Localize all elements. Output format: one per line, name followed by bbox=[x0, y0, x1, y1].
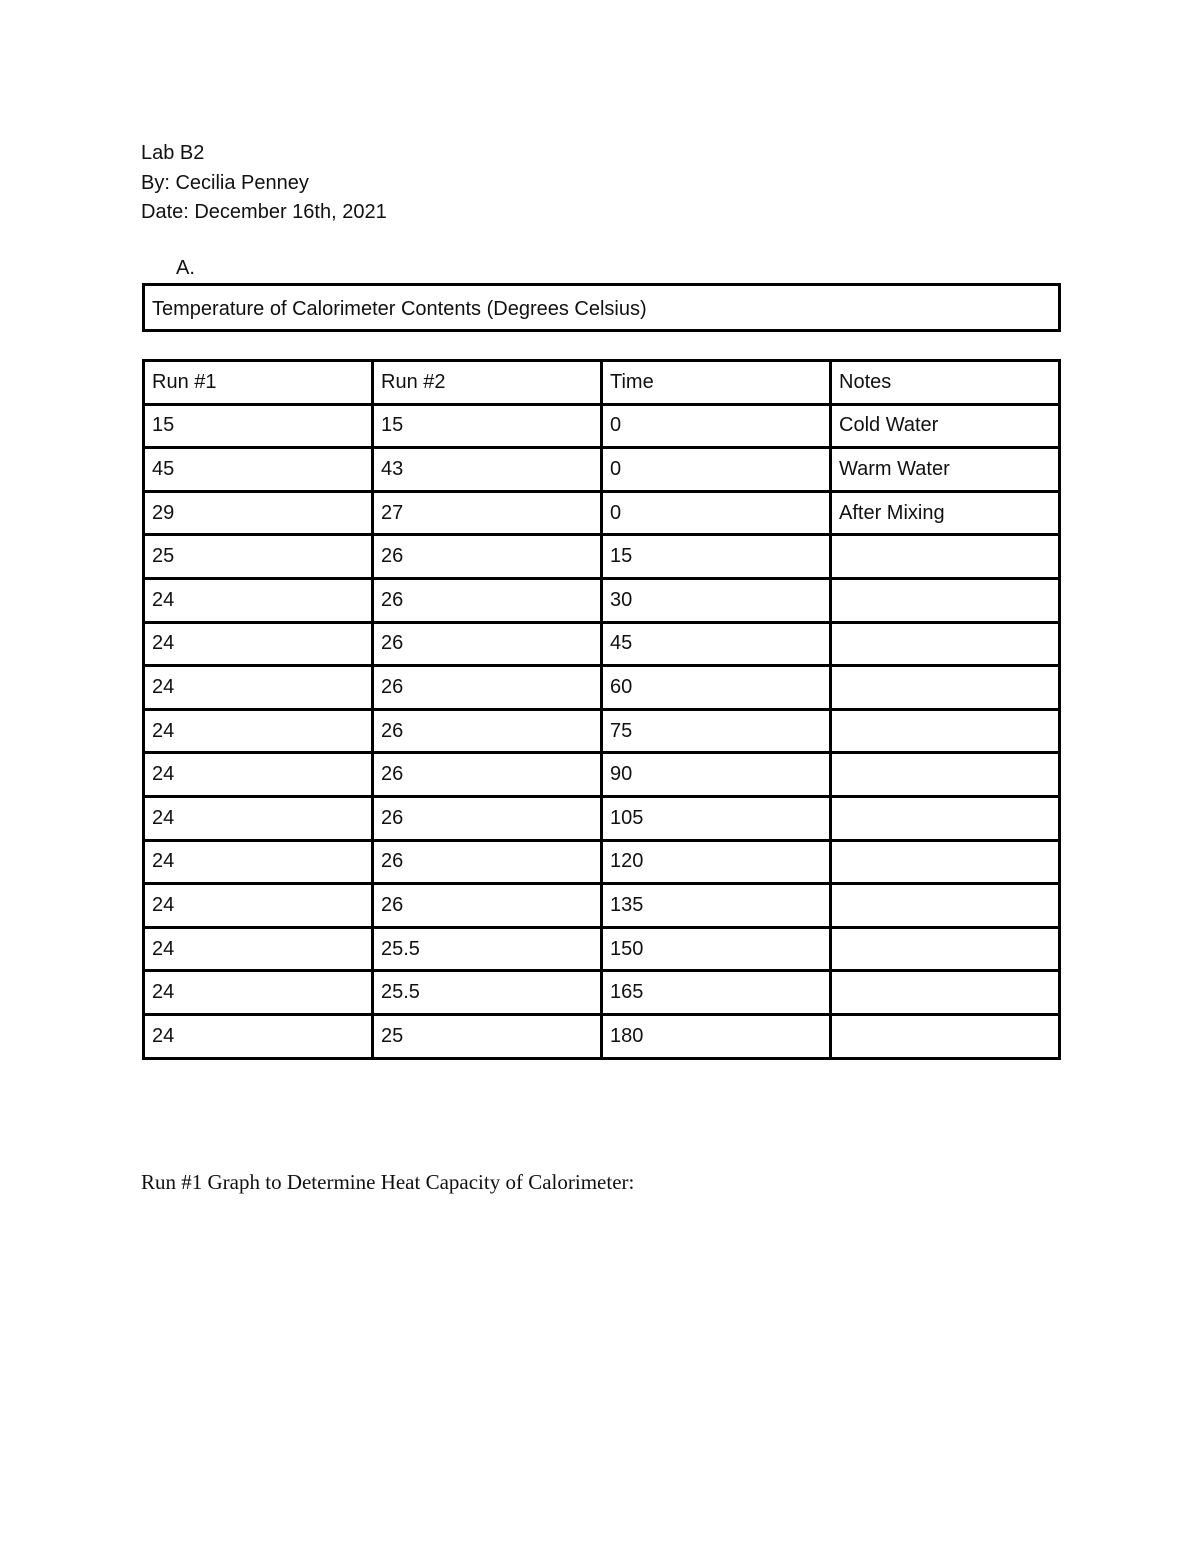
cell-notes bbox=[831, 884, 1060, 928]
cell-run-1: 24 bbox=[144, 709, 373, 753]
cell-time: 105 bbox=[602, 796, 831, 840]
cell-run-2: 25.5 bbox=[373, 927, 602, 971]
cell-run-1: 24 bbox=[144, 753, 373, 797]
cell-run-1: 29 bbox=[144, 491, 373, 535]
cell-run-2: 26 bbox=[373, 535, 602, 579]
cell-notes: After Mixing bbox=[831, 491, 1060, 535]
cell-run-1: 24 bbox=[144, 666, 373, 710]
cell-run-1: 24 bbox=[144, 840, 373, 884]
temperature-table bbox=[142, 359, 1061, 1060]
cell-time: 60 bbox=[602, 666, 831, 710]
cell-run-1: 24 bbox=[144, 796, 373, 840]
cell-run-1: 24 bbox=[144, 622, 373, 666]
table-body bbox=[144, 404, 1060, 1058]
cell-run-2: 26 bbox=[373, 796, 602, 840]
cell-run-2: 15 bbox=[373, 404, 602, 448]
cell-notes: Cold Water bbox=[831, 404, 1060, 448]
cell-run-1: 24 bbox=[144, 884, 373, 928]
graph-caption: Run #1 Graph to Determine Heat Capacity of Calorimeter: bbox=[141, 1170, 635, 1194]
cell-run-2: 25 bbox=[373, 1014, 602, 1058]
cell-run-2: 26 bbox=[373, 622, 602, 666]
cell-run-1: 24 bbox=[144, 971, 373, 1015]
table-row bbox=[144, 709, 1060, 753]
cell-time: 90 bbox=[602, 753, 831, 797]
cell-time: 75 bbox=[602, 709, 831, 753]
cell-run-1: 45 bbox=[144, 448, 373, 492]
column-header-time: Time bbox=[602, 361, 831, 405]
column-header-run-2: Run #2 bbox=[373, 361, 602, 405]
cell-notes bbox=[831, 535, 1060, 579]
cell-run-2: 43 bbox=[373, 448, 602, 492]
table-row bbox=[144, 796, 1060, 840]
cell-run-1: 15 bbox=[144, 404, 373, 448]
cell-notes bbox=[831, 666, 1060, 710]
cell-run-2: 25.5 bbox=[373, 971, 602, 1015]
cell-run-2: 26 bbox=[373, 753, 602, 797]
cell-time: 150 bbox=[602, 927, 831, 971]
table-caption-box bbox=[142, 283, 1061, 332]
cell-notes bbox=[831, 840, 1060, 884]
cell-time: 15 bbox=[602, 535, 831, 579]
section-label: A. bbox=[176, 257, 195, 279]
cell-notes bbox=[831, 709, 1060, 753]
table-row bbox=[144, 753, 1060, 797]
cell-time: 180 bbox=[602, 1014, 831, 1058]
cell-run-2: 27 bbox=[373, 491, 602, 535]
table-row bbox=[144, 971, 1060, 1015]
cell-time: 135 bbox=[602, 884, 831, 928]
table-caption: Temperature of Calorimeter Contents (Degrees Celsius) bbox=[152, 298, 647, 320]
author-line: By: Cecilia Penney bbox=[141, 172, 309, 194]
cell-run-1: 24 bbox=[144, 1014, 373, 1058]
cell-notes bbox=[831, 971, 1060, 1015]
cell-time: 0 bbox=[602, 404, 831, 448]
table-row bbox=[144, 448, 1060, 492]
cell-notes: Warm Water bbox=[831, 448, 1060, 492]
table-row bbox=[144, 404, 1060, 448]
table-row bbox=[144, 840, 1060, 884]
cell-notes bbox=[831, 1014, 1060, 1058]
cell-run-1: 24 bbox=[144, 578, 373, 622]
cell-time: 30 bbox=[602, 578, 831, 622]
table-row bbox=[144, 491, 1060, 535]
cell-run-2: 26 bbox=[373, 884, 602, 928]
column-header-run-1: Run #1 bbox=[144, 361, 373, 405]
cell-run-2: 26 bbox=[373, 840, 602, 884]
cell-notes bbox=[831, 796, 1060, 840]
cell-time: 0 bbox=[602, 491, 831, 535]
table-row bbox=[144, 884, 1060, 928]
cell-run-2: 26 bbox=[373, 709, 602, 753]
table-row bbox=[144, 578, 1060, 622]
cell-notes bbox=[831, 622, 1060, 666]
cell-run-2: 26 bbox=[373, 578, 602, 622]
cell-time: 165 bbox=[602, 971, 831, 1015]
column-header-notes: Notes bbox=[831, 361, 1060, 405]
table-row bbox=[144, 535, 1060, 579]
cell-run-1: 24 bbox=[144, 927, 373, 971]
cell-time: 0 bbox=[602, 448, 831, 492]
cell-notes bbox=[831, 927, 1060, 971]
cell-notes bbox=[831, 753, 1060, 797]
cell-time: 120 bbox=[602, 840, 831, 884]
table-row bbox=[144, 927, 1060, 971]
cell-run-2: 26 bbox=[373, 666, 602, 710]
table-header-row bbox=[144, 361, 1060, 405]
table-row bbox=[144, 666, 1060, 710]
cell-run-1: 25 bbox=[144, 535, 373, 579]
cell-time: 45 bbox=[602, 622, 831, 666]
document-title: Lab B2 bbox=[141, 142, 205, 164]
date-line: Date: December 16th, 2021 bbox=[141, 201, 387, 223]
table-row bbox=[144, 622, 1060, 666]
table-row bbox=[144, 1014, 1060, 1058]
cell-notes bbox=[831, 578, 1060, 622]
